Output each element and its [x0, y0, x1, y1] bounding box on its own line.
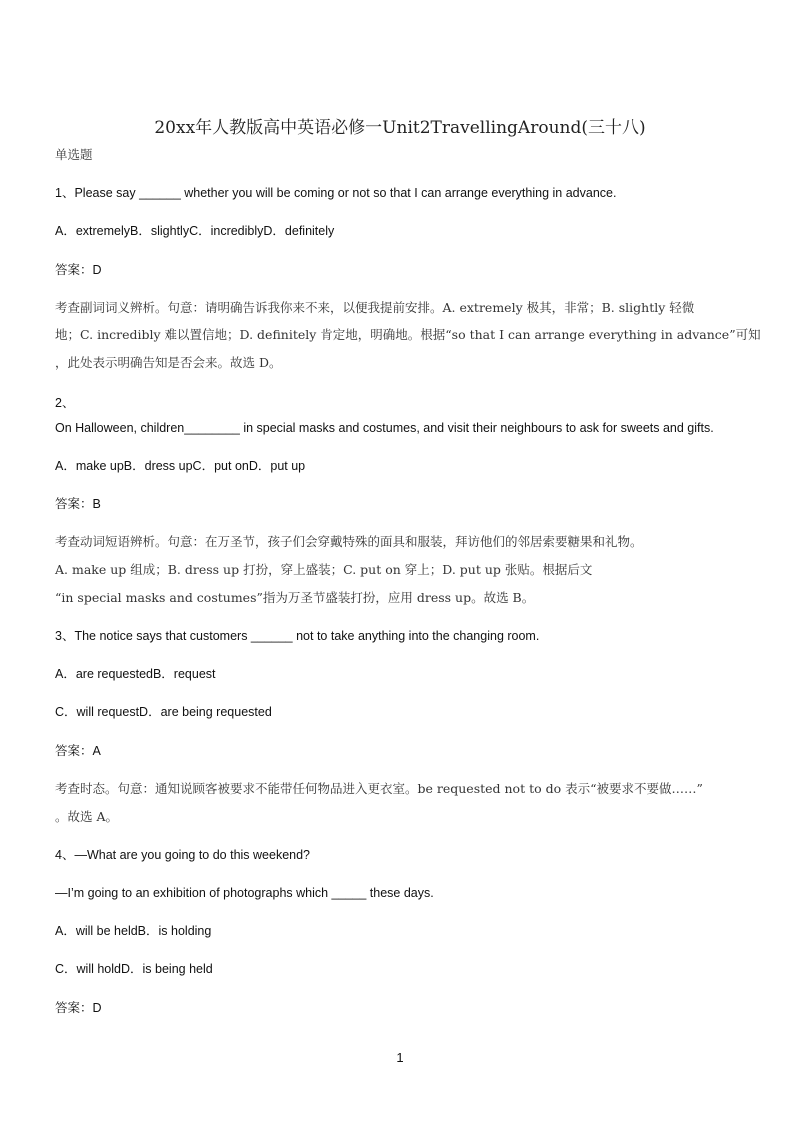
page-number: 1 — [396, 1050, 404, 1065]
question-1-answer: 答案：D — [55, 263, 102, 277]
question-4-stem-line-2: —I’m going to an exhibition of photographs which _____ these days. — [55, 886, 434, 900]
question-4-stem-line-1: 4、—What are you going to do this weekend? — [55, 848, 311, 862]
document-title: 20xx年人教版高中英语必修一Unit2TravellingAround(三十八) — [154, 118, 646, 138]
question-2-number: 2、 — [55, 396, 75, 410]
question-2-options: A．make upB．dress upC．put onD．put up — [55, 459, 306, 473]
question-2-answer: 答案：B — [55, 497, 101, 511]
question-3-answer: 答案：A — [55, 744, 101, 758]
section-heading: 单选题 — [55, 147, 93, 162]
question-3-options-row-2: C．will requestD．are being requested — [55, 705, 272, 719]
question-4-options-row-1: A．will be heldB．is holding — [55, 924, 212, 938]
question-3-explanation-line-1: 考查时态。句意：通知说顾客被要求不能带任何物品进入更衣室。be requested not to do 表示“被要求不要做……” — [55, 781, 703, 796]
question-2-stem: On Halloween, children________ in special masks and costumes, and visit their neighbours to ask for sweets and gifts. — [55, 421, 714, 435]
question-3-options-row-1: A．are requestedB．request — [55, 667, 216, 681]
question-1-options: A．extremelyB．slightlyC．incrediblyD．definitely — [55, 224, 335, 238]
question-1-stem: 1、Please say ______ whether you will be coming or not so that I can arrange everything in advance. — [55, 186, 617, 200]
question-4-answer: 答案：D — [55, 1001, 102, 1015]
question-1-explanation-line-2: 地；C. incredibly 难以置信地；D. definitely 肯定地，明确地。根据“so that I can arrange everything in advance”可知 — [55, 327, 761, 342]
question-3-explanation-line-2: 。故选 A。 — [55, 809, 119, 824]
question-1-explanation-line-1: 考查副词词义辨析。句意：请明确告诉我你来不来，以便我提前安排。A. extremely 极其，非常；B. slightly 轻微 — [55, 300, 695, 315]
question-1-explanation-line-3: ，此处表示明确告知是否会来。故选 D。 — [55, 355, 282, 370]
question-3-stem: 3、The notice says that customers ______ not to take anything into the changing room. — [55, 629, 540, 643]
question-2-explanation-line-1: 考查动词短语辨析。句意：在万圣节，孩子们会穿戴特殊的面具和服装，拜访他们的邻居索要糖果和礼物。 — [55, 534, 643, 549]
question-4-options-row-2: C．will holdD．is being held — [55, 962, 213, 976]
question-2-explanation-line-2: A. make up 组成；B. dress up 打扮，穿上盛装；C. put on 穿上；D. put up 张贴。根据后文 — [55, 562, 593, 577]
question-2-explanation-line-3: “in special masks and costumes”指为万圣节盛装打扮，应用 dress up。故选 B。 — [55, 590, 535, 605]
